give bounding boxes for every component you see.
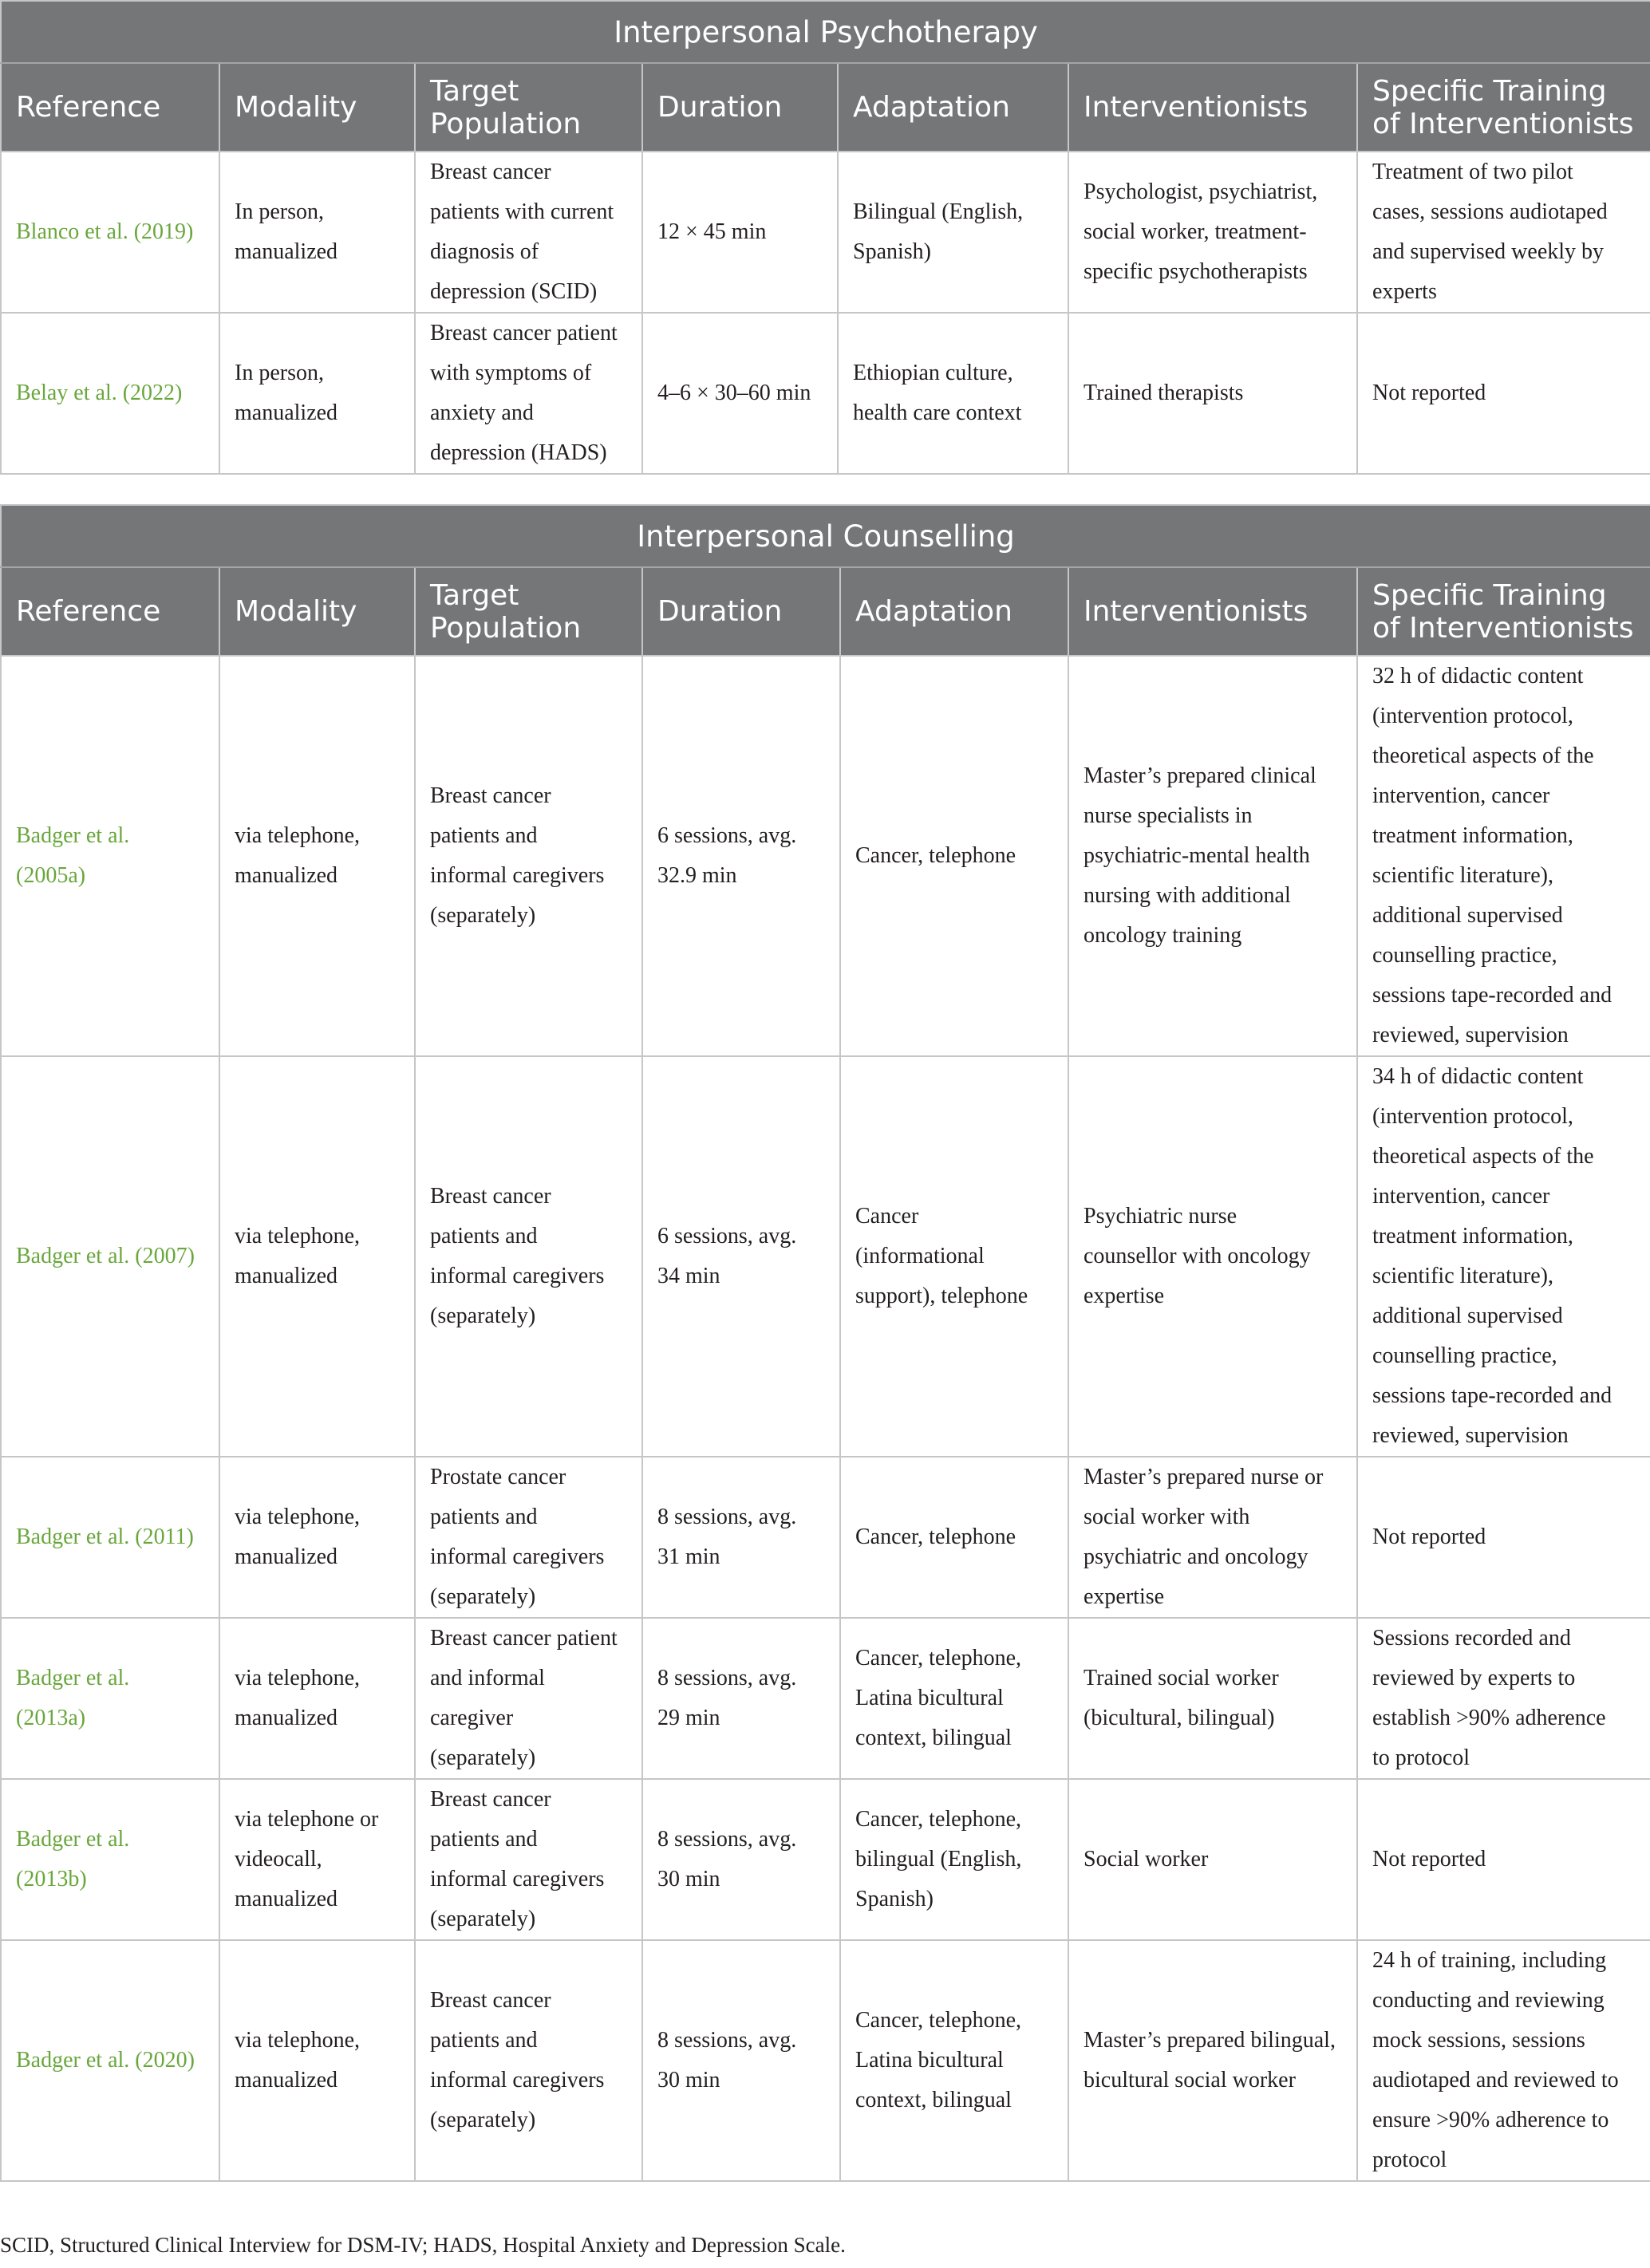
table-body (1, 656, 1650, 2181)
target-population-cell: Breast cancer patients and informal caregivers (separately) (415, 656, 642, 1056)
duration-cell: 4–6 × 30–60 min (642, 313, 838, 474)
target-population-cell: Breast cancer patient with symptoms of anxiety and depression (HADS) (415, 313, 642, 474)
modality-cell: via telephone, manualized (219, 656, 415, 1056)
modality-cell: via telephone, manualized (219, 1457, 415, 1618)
reference-cell[interactable]: Badger et al. (2013b) (1, 1779, 219, 1940)
duration-cell: 6 sessions, avg. 32.9 min (642, 656, 840, 1056)
target-population-cell: Breast cancer patient and informal caregiver (separately) (415, 1618, 642, 1779)
column-header-modality: Modality (219, 567, 415, 656)
table-row (1, 656, 1650, 1056)
adaptation-cell: Cancer, telephone (840, 656, 1068, 1056)
column-header-duration: Duration (642, 567, 840, 656)
modality-cell: via telephone, manualized (219, 1056, 415, 1457)
interventionists-cell: Psychologist, psychiatrist, social worker, treatment- specific psychotherapists (1068, 152, 1357, 313)
column-header-reference: Reference (1, 567, 219, 656)
column-header-target-population: Target Population (415, 567, 642, 656)
duration-cell: 8 sessions, avg. 30 min (642, 1940, 840, 2181)
adaptation-cell: Cancer, telephone, Latina bicultural context, bilingual (840, 1618, 1068, 1779)
interpersonal-counselling-table (0, 504, 1650, 2182)
reference-cell[interactable]: Badger et al. (2005a) (1, 656, 219, 1056)
modality-cell: via telephone, manualized (219, 1940, 415, 2181)
modality-cell: via telephone or videocall, manualized (219, 1779, 415, 1940)
table-row (1, 1618, 1650, 1779)
table-body (1, 152, 1650, 474)
reference-cell[interactable]: Blanco et al. (2019) (1, 152, 219, 313)
adaptation-cell: Bilingual (English, Spanish) (838, 152, 1068, 313)
training-cell: Sessions recorded and reviewed by experts to establish >90% adherence to protocol (1357, 1618, 1650, 1779)
column-header-adaptation: Adaptation (840, 567, 1068, 656)
duration-cell: 12 × 45 min (642, 152, 838, 313)
training-cell: Not reported (1357, 1779, 1650, 1940)
training-cell: 24 h of training, including conducting and reviewing mock sessions, sessions audiotaped and reviewed to ensure >90% adherence to protocol (1357, 1940, 1650, 2181)
target-population-cell: Breast cancer patients with current diagnosis of depression (SCID) (415, 152, 642, 313)
column-header-reference: Reference (1, 63, 219, 152)
reference-cell[interactable]: Belay et al. (2022) (1, 313, 219, 474)
table-row (1, 1457, 1650, 1618)
duration-cell: 8 sessions, avg. 31 min (642, 1457, 840, 1618)
reference-cell[interactable]: Badger et al. (2020) (1, 1940, 219, 2181)
duration-cell: 8 sessions, avg. 29 min (642, 1618, 840, 1779)
adaptation-cell: Cancer, telephone, Latina bicultural context, bilingual (840, 1940, 1068, 2181)
column-header-specific-training: Specific Training of Interventionists (1357, 63, 1650, 152)
adaptation-cell: Cancer (informational support), telephone (840, 1056, 1068, 1457)
table-row (1, 1056, 1650, 1457)
column-header-interventionists: Interventionists (1068, 63, 1357, 152)
duration-cell: 6 sessions, avg. 34 min (642, 1056, 840, 1457)
adaptation-cell: Cancer, telephone (840, 1457, 1068, 1618)
target-population-cell: Breast cancer patients and informal caregivers (separately) (415, 1056, 642, 1457)
training-cell: Not reported (1357, 1457, 1650, 1618)
duration-cell: 8 sessions, avg. 30 min (642, 1779, 840, 1940)
interventionists-cell: Psychiatric nurse counsellor with oncology expertise (1068, 1056, 1357, 1457)
column-header-specific-training: Specific Training of Interventionists (1357, 567, 1650, 656)
table-row (1, 313, 1650, 474)
interventionists-cell: Trained social worker (bicultural, bilingual) (1068, 1618, 1357, 1779)
modality-cell: In person, manualized (219, 152, 415, 313)
training-cell: 32 h of didactic content (intervention protocol, theoretical aspects of the intervention, cancer treatment information, scientific literature), additional supervised counselling practice, sessions tape-recorded and reviewed, supervision (1357, 656, 1650, 1056)
interventionists-cell: Master’s prepared bilingual, bicultural social worker (1068, 1940, 1357, 2181)
training-cell: 34 h of didactic content (intervention protocol, theoretical aspects of the intervention, cancer treatment information, scientific literature), additional supervised counselling practice, sessions tape-recorded and reviewed, supervision (1357, 1056, 1650, 1457)
interventionists-cell: Social worker (1068, 1779, 1357, 1940)
adaptation-cell: Ethiopian culture, health care context (838, 313, 1068, 474)
reference-cell[interactable]: Badger et al. (2013a) (1, 1618, 219, 1779)
section-title: Interpersonal Psychotherapy (1, 1, 1650, 63)
column-header-target-population: Target Population (415, 63, 642, 152)
target-population-cell: Prostate cancer patients and informal caregivers (separately) (415, 1457, 642, 1618)
section-title: Interpersonal Counselling (1, 505, 1650, 567)
reference-cell[interactable]: Badger et al. (2011) (1, 1457, 219, 1618)
interventionists-cell: Trained therapists (1068, 313, 1357, 474)
training-cell: Not reported (1357, 313, 1650, 474)
table-row (1, 1940, 1650, 2181)
table-row (1, 152, 1650, 313)
table-footnote: SCID, Structured Clinical Interview for DSM-IV; HADS, Hospital Anxiety and Depression Scale. (0, 2233, 846, 2257)
target-population-cell: Breast cancer patients and informal caregivers (separately) (415, 1940, 642, 2181)
column-header-interventionists: Interventionists (1068, 567, 1357, 656)
training-cell: Treatment of two pilot cases, sessions audiotaped and supervised weekly by experts (1357, 152, 1650, 313)
adaptation-cell: Cancer, telephone, bilingual (English, Spanish) (840, 1779, 1068, 1940)
column-header-modality: Modality (219, 63, 415, 152)
reference-cell[interactable]: Badger et al. (2007) (1, 1056, 219, 1457)
interventionists-cell: Master’s prepared clinical nurse specialists in psychiatric-mental health nursing with additional oncology training (1068, 656, 1357, 1056)
column-header-adaptation: Adaptation (838, 63, 1068, 152)
interpersonal-psychotherapy-table (0, 0, 1650, 475)
table-row (1, 1779, 1650, 1940)
column-header-duration: Duration (642, 63, 838, 152)
modality-cell: In person, manualized (219, 313, 415, 474)
target-population-cell: Breast cancer patients and informal caregivers (separately) (415, 1779, 642, 1940)
interventionists-cell: Master’s prepared nurse or social worker with psychiatric and oncology expertise (1068, 1457, 1357, 1618)
modality-cell: via telephone, manualized (219, 1618, 415, 1779)
